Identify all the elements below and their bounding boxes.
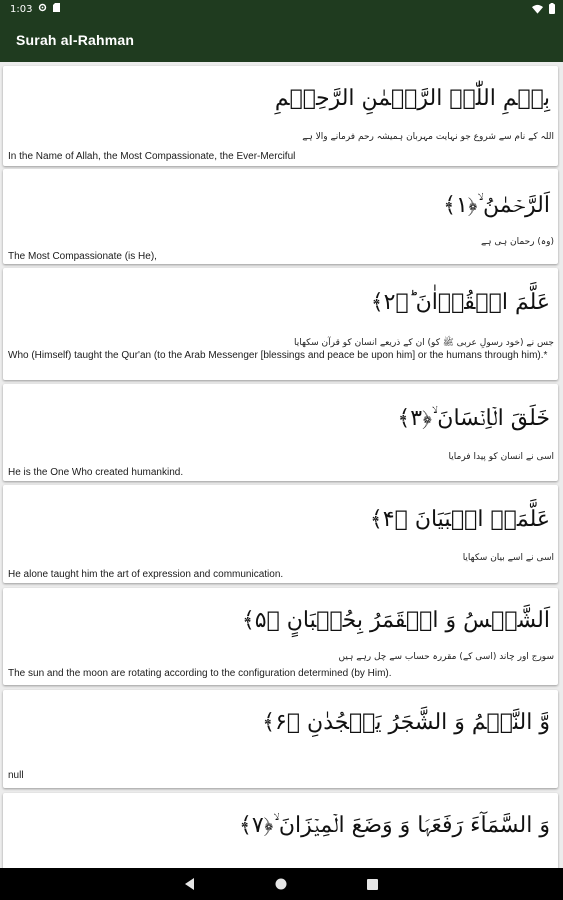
arabic-text: اَلرَّحۡمٰنُ ۙ﴿۱﴾ — [443, 193, 550, 218]
verse-list[interactable] — [0, 62, 563, 868]
recents-icon[interactable] — [365, 877, 379, 891]
arabic-text: خَلَقَ الۡاِنۡسَانَ ۙ﴿۳﴾ — [397, 406, 550, 431]
arabic-text: عَلَّمَہُ الۡبَیَانَ ﴿۴﴾ — [369, 507, 550, 532]
arabic-text: بِسۡمِ اللّٰہِ الرَّحۡمٰنِ الرَّحِیۡمِ — [274, 86, 550, 111]
english-translation: He is the One Who created humankind. — [8, 467, 184, 478]
urdu-translation: اللہ کے نام سے شروع جو نہایت مہربان ہمیشہ رحم فرمانے والا ہے — [302, 132, 554, 142]
verse-card[interactable] — [3, 169, 558, 264]
nav-bar — [0, 868, 563, 900]
urdu-translation: (وہ) رحمان ہی ہے — [480, 237, 554, 247]
arabic-text: وَ السَّمَآءَ رَفَعَہَا وَ وَضَعَ الۡمِیۡزَانَ ۙ﴿۷﴾ — [238, 813, 550, 838]
battery-icon — [549, 3, 555, 17]
sd-card-icon — [53, 3, 60, 15]
arabic-text: اَلشَّمۡسُ وَ الۡقَمَرُ بِحُسۡبَانٍ ﴿۵﴾ — [241, 608, 550, 633]
home-icon[interactable] — [274, 877, 288, 891]
arabic-text: وَّ النَّجۡمُ وَ الشَّجَرُ یَسۡجُدٰنِ ﴿۶﴾ — [262, 710, 550, 735]
verse-card[interactable] — [3, 485, 558, 583]
english-translation: He alone taught him the art of expression and communication. — [8, 569, 284, 580]
verse-card[interactable] — [3, 66, 558, 166]
verse-card[interactable] — [3, 690, 558, 788]
urdu-translation: اسی نے انسان کو پیدا فرمایا — [448, 452, 554, 462]
english-translation: Who (Himself) taught the Qur'an (to the Arab Messenger [blessings and peace be upon him] or the humans through him).* — [8, 350, 548, 361]
app-title: Surah al-Rahman — [16, 32, 135, 48]
verse-card[interactable] — [3, 384, 558, 481]
back-icon[interactable] — [183, 877, 197, 891]
verse-card[interactable] — [3, 793, 558, 868]
arabic-text: عَلَّمَ الۡقُرۡاٰنَ ؕ﴿۲﴾ — [370, 290, 550, 315]
verse-card[interactable] — [3, 588, 558, 685]
app-bar — [0, 18, 563, 62]
urdu-translation: اسی نے اسے بیان سکھایا — [462, 553, 554, 563]
english-translation: The Most Compassionate (is He), — [8, 251, 157, 262]
gear-icon — [38, 3, 47, 15]
urdu-translation: سورج اور چاند (اسی کے) مقررہ حساب سے چل رہے ہیں — [338, 652, 554, 662]
english-translation: null — [8, 770, 24, 781]
status-left — [10, 3, 60, 15]
urdu-translation: جس نے (خود رسولِ عربی ﷺ کو) ان کے ذریعے انسان کو قرآن سکھایا — [294, 338, 554, 348]
status-bar — [0, 0, 563, 18]
english-translation: In the Name of Allah, the Most Compassionate, the Ever-Merciful — [8, 151, 296, 162]
status-time: 1:03 — [10, 3, 33, 15]
status-right — [532, 3, 555, 17]
wifi-icon — [532, 4, 543, 17]
verse-card[interactable] — [3, 268, 558, 380]
english-translation: The sun and the moon are rotating according to the configuration determined (by Him). — [8, 668, 392, 679]
